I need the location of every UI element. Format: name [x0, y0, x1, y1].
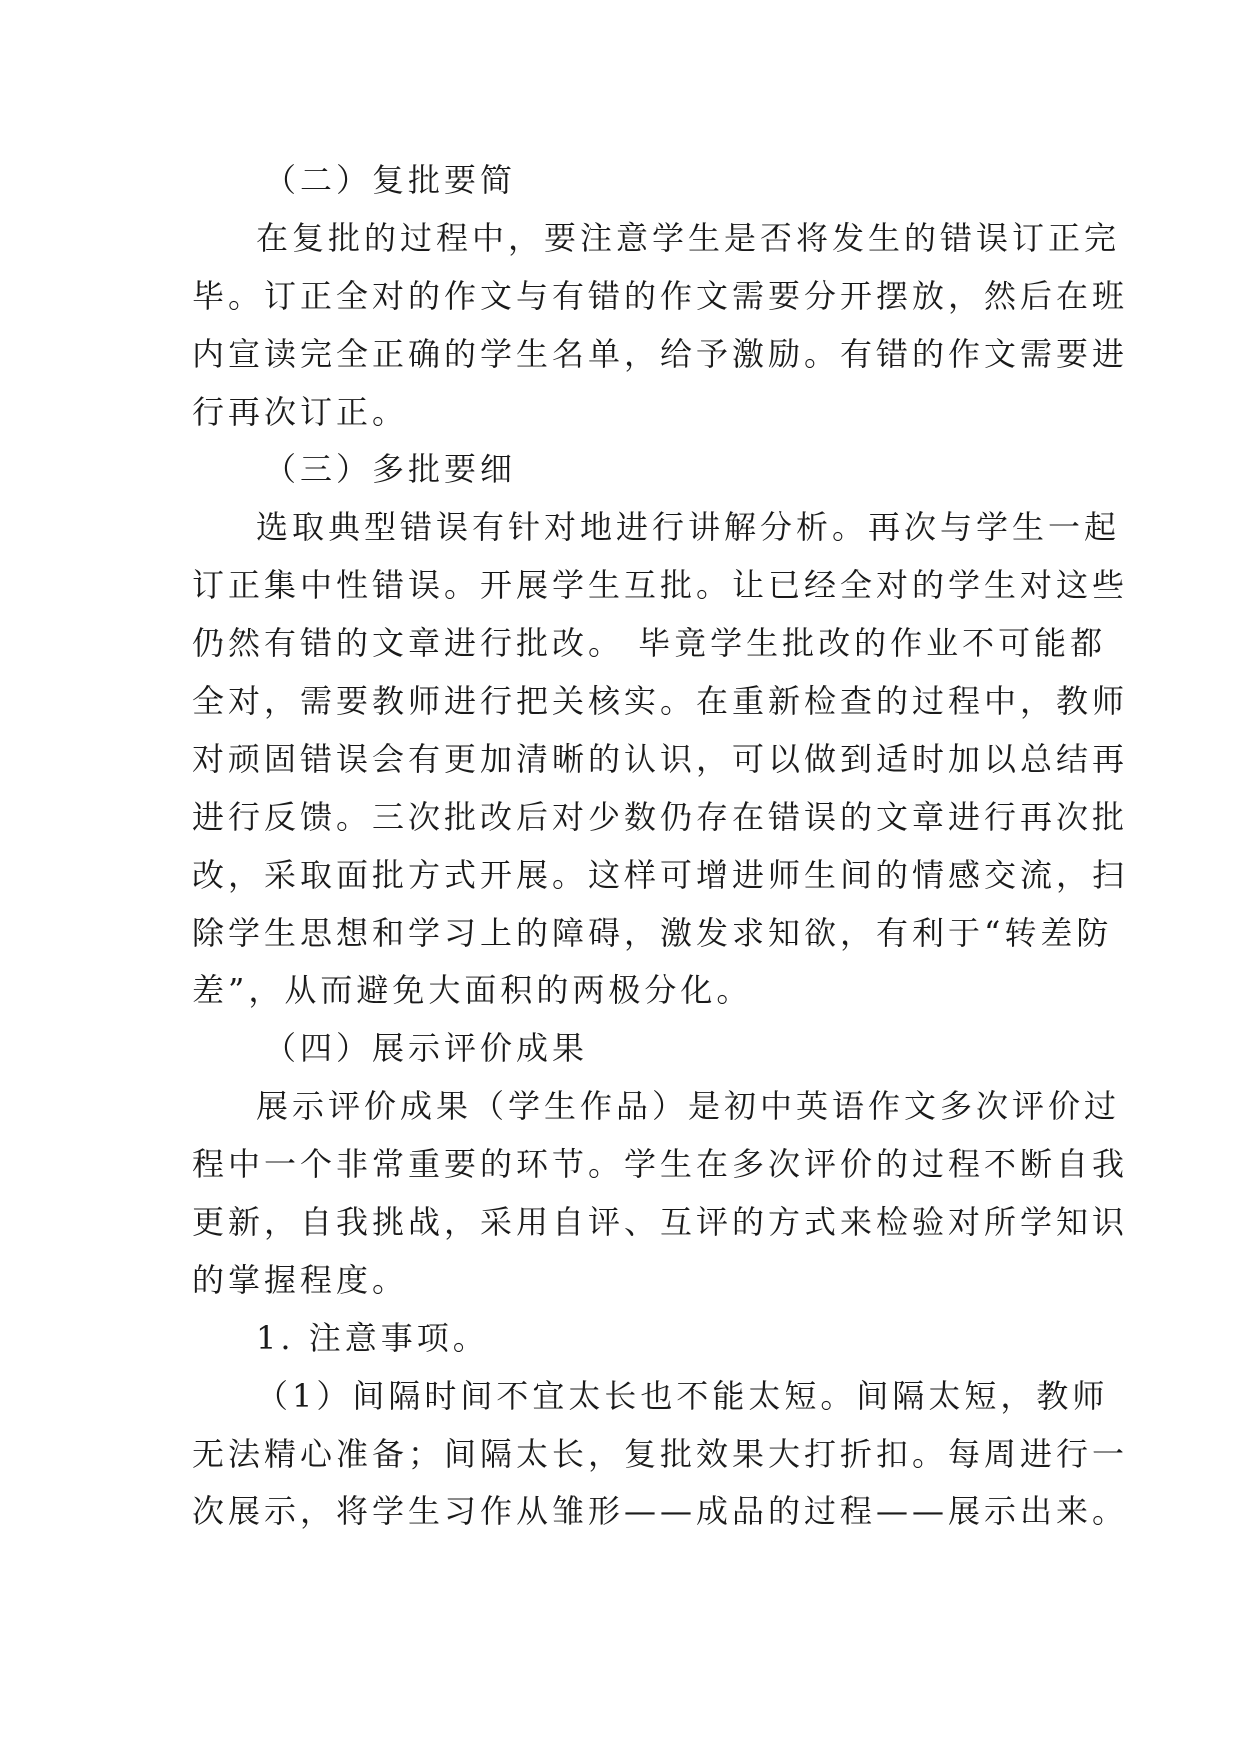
paragraph-line: 毕。订正全对的作文与有错的作文需要分开摆放，然后在班 — [192, 276, 1129, 315]
paragraph-line: 全对，需要教师进行把关核实。在重新检查的过程中，教师 — [192, 682, 1129, 721]
paragraph-line: 程中一个非常重要的环节。学生在多次评价的过程不断自我 — [192, 1145, 1129, 1184]
paragraph-line: 在复批的过程中，要注意学生是否将发生的错误订正完 — [256, 218, 1121, 257]
paragraph-line: 改，采取面批方式开展。这样可增进师生间的情感交流，扫 — [192, 855, 1129, 894]
list-item-heading: 1. 注意事项。 — [256, 1318, 489, 1357]
paragraph-line: 除学生思想和学习上的障碍，激发求知欲，有利于“转差防 — [192, 913, 1113, 952]
paragraph-line: 订正集中性错误。开展学生互批。让已经全对的学生对这些 — [192, 566, 1129, 605]
paragraph-line: 进行反馈。三次批改后对少数仍存在错误的文章进行再次批 — [192, 797, 1129, 836]
paragraph-line: 更新，自我挑战，采用自评、互评的方式来检验对所学知识 — [192, 1203, 1129, 1242]
document-page — [192, 152, 1129, 1541]
paragraph-line: 仍然有错的文章进行批改。 毕竟学生批改的作业不可能都 — [192, 624, 1107, 663]
section-heading-2: （二）复批要简 — [264, 161, 517, 199]
paragraph-line: 行再次订正。 — [192, 392, 409, 431]
section-heading-4: （四）展示评价成果 — [264, 1029, 589, 1068]
paragraph-line: 选取典型错误有针对地进行讲解分析。再次与学生一起 — [256, 508, 1121, 547]
paragraph-line: 的掌握程度。 — [192, 1260, 409, 1299]
paragraph-line: 对顽固错误会有更加清晰的认识，可以做到适时加以总结再 — [192, 739, 1129, 778]
paragraph-line: 展示评价成果（学生作品）是初中英语作文多次评价过 — [256, 1087, 1121, 1126]
paragraph-line: 差”，从而避免大面积的两极分化。 — [192, 971, 753, 1010]
paragraph-line: 内宣读完全正确的学生名单，给予激励。有错的作文需要进 — [192, 334, 1129, 373]
paragraph-line: 次展示，将学生习作从雏形——成品的过程——展示出来。 — [192, 1492, 1129, 1531]
paragraph-line: 无法精心准备；间隔太长，复批效果大打折扣。每周进行一 — [192, 1434, 1129, 1473]
paragraph-line: （1）间隔时间不宜太长也不能太短。间隔太短，教师 — [256, 1376, 1109, 1415]
section-heading-3: （三）多批要细 — [264, 450, 517, 489]
